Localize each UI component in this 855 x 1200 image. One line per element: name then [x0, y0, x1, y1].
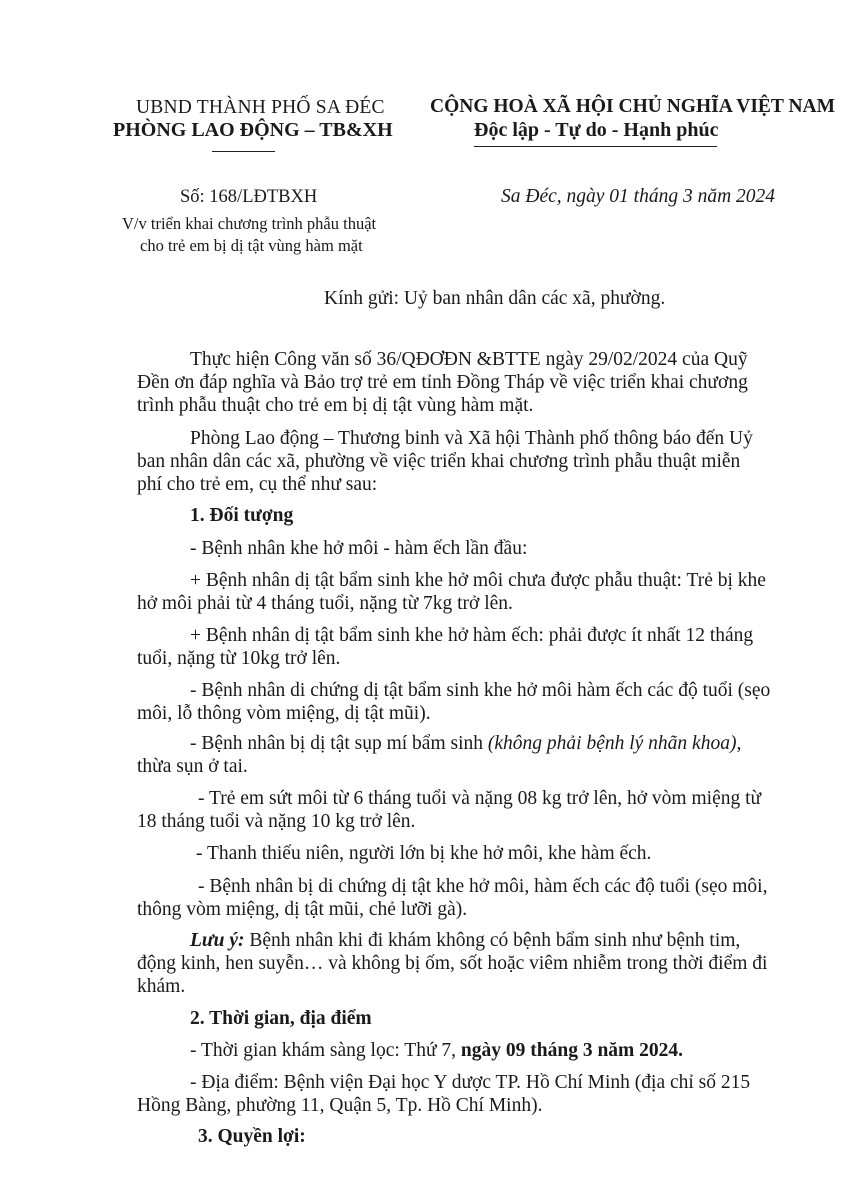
target-line-4a: - Bệnh nhân di chứng dị tật bẩm sinh khe hở môi hàm ếch các độ tuổi (sẹo: [190, 680, 771, 701]
paragraph-1-line-2: Đền ơn đáp nghĩa và Bảo trợ trẻ em tỉnh Đồng Tháp về việc triển khai chương: [137, 372, 748, 393]
note-line-1: [190, 930, 740, 952]
section-3-heading: 3. Quyền lợi:: [198, 1126, 306, 1147]
target-line-5a-comma: ,: [736, 733, 742, 754]
target-line-5a: [190, 733, 741, 755]
recipient-line: Kính gửi: Uỷ ban nhân dân các xã, phường.: [324, 288, 666, 309]
note-label: Lưu ý:: [190, 930, 245, 951]
target-line-2b: hở môi phải từ 4 tháng tuổi, nặng từ 7kg trở lên.: [137, 593, 513, 614]
section-2-heading: 2. Thời gian, địa điểm: [190, 1008, 372, 1029]
note-text: Bệnh nhân khi đi khám không có bệnh bẩm sinh như bệnh tim,: [244, 930, 741, 951]
paragraph-2-line-3: phí cho trẻ em, cụ thể như sau:: [137, 474, 378, 495]
subject-line-1: V/v triển khai chương trình phẫu thuật: [122, 214, 377, 233]
issuing-authority: UBND THÀNH PHỐ SA ĐÉC: [136, 97, 385, 118]
paragraph-2-line-1: Phòng Lao động – Thương binh và Xã hội Thành phố thông báo đến Uỷ: [190, 428, 753, 449]
target-line-3b: tuổi, nặng từ 10kg trở lên.: [137, 648, 341, 669]
left-header-rule: [212, 151, 275, 152]
target-line-5a-italic: (không phải bệnh lý nhãn khoa): [487, 733, 737, 754]
target-line-8b: thông vòm miệng, dị tật mũi, chẻ lưỡi gà).: [137, 899, 468, 920]
target-line-6a: - Trẻ em sứt môi từ 6 tháng tuổi và nặng 08 kg trở lên, hở vòm miệng từ: [198, 788, 762, 809]
note-line-2: động kinh, hen suyễn… và không bị ốm, sốt hoặc viêm nhiễm trong thời điểm đi: [137, 953, 768, 974]
note-line-3: khám.: [137, 976, 186, 997]
target-line-8a: - Bệnh nhân bị di chứng dị tật khe hở môi, hàm ếch các độ tuổi (sẹo môi,: [198, 876, 768, 897]
paragraph-1-line-3: trình phẫu thuật cho trẻ em bị dị tật vùng hàm mặt.: [137, 395, 534, 416]
paragraph-2-line-2: ban nhân dân các xã, phường về việc triển khai chương trình phẫu thuật miễn: [137, 451, 741, 472]
paragraph-1-line-1: Thực hiện Công văn số 36/QĐƠĐN &BTTE ngày 29/02/2024 của Quỹ: [190, 349, 748, 370]
target-line-6b: 18 tháng tuổi và nặng 10 kg trở lên.: [137, 811, 416, 832]
time-line: [190, 1040, 683, 1062]
document-number: Số: 168/LĐTBXH: [180, 187, 318, 207]
target-line-2a: + Bệnh nhân dị tật bẩm sinh khe hở môi chưa được phẫu thuật: Trẻ bị khe: [190, 570, 766, 591]
section-1-heading: 1. Đối tượng: [190, 505, 294, 526]
target-line-7: - Thanh thiếu niên, người lớn bị khe hở môi, khe hàm ếch.: [196, 843, 652, 864]
target-line-5a-text: - Bệnh nhân bị dị tật sụp mí bẩm sinh: [190, 733, 488, 754]
national-title: CỘNG HOÀ XÃ HỘI CHỦ NGHĨA VIỆT NAM: [430, 96, 836, 117]
target-line-1: - Bệnh nhân khe hở môi - hàm ếch lần đầu:: [190, 538, 528, 559]
national-motto: Độc lập - Tự do - Hạnh phúc: [474, 119, 719, 141]
document-date: Sa Đéc, ngày 01 tháng 3 năm 2024: [501, 186, 776, 207]
location-line-1: - Địa điểm: Bệnh viện Đại học Y dược TP. Hồ Chí Minh (địa chỉ số 215: [190, 1072, 751, 1093]
target-line-5b: thừa sụn ở tai.: [137, 756, 248, 777]
subject-line-2: cho trẻ em bị dị tật vùng hàm mặt: [140, 236, 363, 255]
target-line-4b: môi, lỗ thông vòm miệng, dị tật mũi).: [137, 703, 431, 724]
time-label: - Thời gian khám sàng lọc: Thứ 7,: [190, 1040, 461, 1061]
target-line-3a: + Bệnh nhân dị tật bẩm sinh khe hở hàm ếch: phải được ít nhất 12 tháng: [190, 625, 754, 646]
time-date: ngày 09 tháng 3 năm 2024.: [460, 1040, 684, 1061]
location-line-2: Hồng Bàng, phường 11, Quận 5, Tp. Hồ Chí Minh).: [137, 1095, 543, 1116]
right-header-rule: [474, 146, 717, 147]
issuing-department: PHÒNG LAO ĐỘNG – TB&XH: [113, 119, 393, 141]
